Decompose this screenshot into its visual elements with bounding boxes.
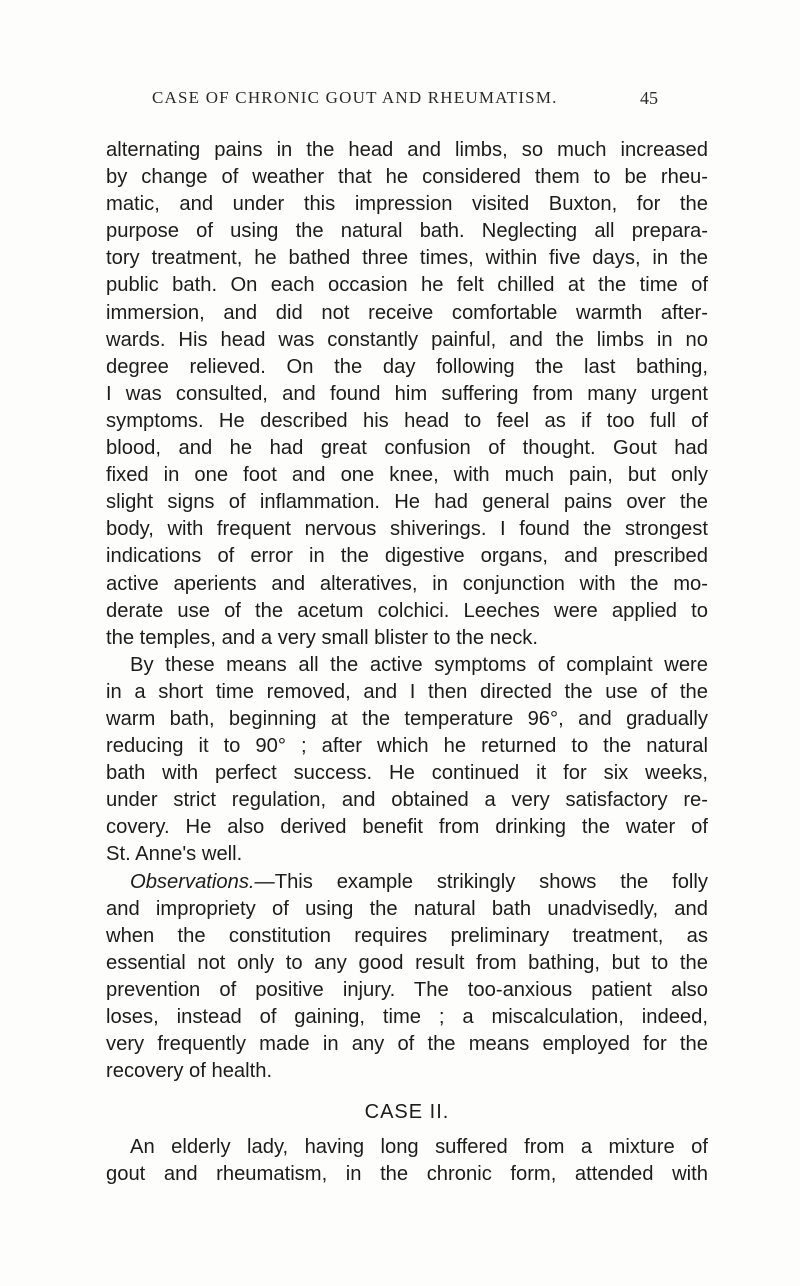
text-line: under strict regulation, and obtained a very satisfactory re- [106, 789, 708, 812]
text-line: the temples, and a very small blister to the neck. [106, 626, 538, 649]
text-line: matic, and under this impression visited Buxton, for the [106, 193, 708, 216]
text-line: and impropriety of using the natural bath unadvisedly, and [106, 897, 708, 920]
text-line: active aperients and alteratives, in conjunction with the mo- [106, 572, 708, 595]
text-line: alternating pains in the head and limbs, so much increased [106, 139, 708, 161]
paragraph-observations [106, 869, 708, 1086]
text-line: purpose of using the natural bath. Neglecting all prepara- [106, 220, 708, 243]
text-line: in a short time removed, and I then directed the use of the [106, 680, 708, 703]
text-line: loses, instead of gaining, time ; a miscalculation, indeed, [106, 1006, 708, 1028]
text-line: public bath. On each occasion he felt chilled at the time of [106, 274, 708, 297]
text-line: fixed in one foot and one knee, with much pain, but only [106, 464, 708, 487]
text-line: tory treatment, he bathed three times, within five days, in the [106, 247, 708, 270]
text-line: by change of weather that he considered them to be rheu- [106, 166, 708, 189]
paragraph-case-narrative [106, 137, 708, 652]
observations-label: Observations. [130, 870, 255, 893]
page-number: 45 [640, 88, 658, 108]
text-line: symptoms. He described his head to feel as if too full of [106, 409, 708, 432]
text-line: An elderly lady, having long suffered from a mixture of [130, 1136, 708, 1159]
text-line: derate use of the acetum colchici. Leeches were applied to [106, 599, 708, 622]
text-line: gout and rheumatism, in the chronic form, attended with [106, 1163, 708, 1186]
text-line: slight signs of inflammation. He had general pains over the [106, 491, 708, 514]
text-line: prevention of positive injury. The too-anxious patient also [106, 978, 708, 1001]
text-line: recovery of health. [106, 1060, 273, 1083]
text-line: By these means all the active symptoms of complaint were [130, 653, 708, 676]
text-line: wards. His head was constantly painful, and the limbs in no [106, 328, 708, 351]
text-line: indications of error in the digestive organs, and prescribed [106, 545, 708, 568]
case-heading: CASE II. [364, 1101, 450, 1124]
text-line: covery. He also derived benefit from drinking the water of [106, 816, 708, 839]
text-line: warm bath, beginning at the temperature 96°, and gradually [106, 707, 708, 730]
text-line: reducing it to 90° ; after which he returned to the natural [106, 735, 708, 758]
running-head [152, 88, 672, 108]
text-line: blood, and he had great confusion of thought. Gout had [106, 437, 708, 460]
text-line: essential not only to any good result from bathing, but to the [106, 951, 708, 974]
body-text [106, 137, 708, 1188]
text-line: immersion, and did not receive comfortable warmth after- [106, 301, 708, 324]
text-line: very frequently made in any of the means employed for the [106, 1033, 708, 1056]
text-line [106, 869, 708, 896]
paragraph-case-two [106, 1134, 708, 1188]
text-line: degree relieved. On the day following the last bathing, [106, 355, 708, 378]
text-line: body, with frequent nervous shiverings. I found the strongest [106, 518, 708, 541]
text-line: St. Anne's well. [106, 843, 243, 866]
text-line: I was consulted, and found him suffering from many urgent [106, 382, 708, 405]
text-line: when the constitution requires preliminary treatment, as [106, 924, 708, 947]
text-line: bath with perfect success. He continued it for six weeks, [106, 762, 708, 785]
running-title: CASE OF CHRONIC GOUT AND RHEUMATISM. [152, 88, 558, 107]
paragraph-treatment [106, 652, 708, 869]
observations-first-line: —This example strikingly shows the folly [254, 870, 708, 893]
